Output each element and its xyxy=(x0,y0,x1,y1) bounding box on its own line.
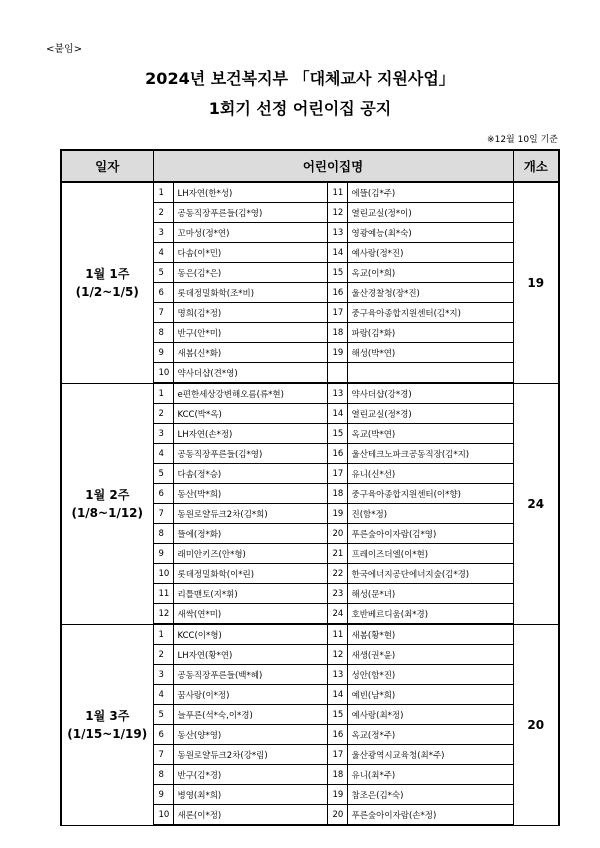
row-number-right: 22 xyxy=(327,564,347,584)
daycare-name-left: 병영(최*희) xyxy=(173,785,327,805)
header-date: 일자 xyxy=(61,150,153,182)
table-row xyxy=(61,383,559,404)
daycare-name-right: 참조은(김*숙) xyxy=(347,785,513,805)
daycare-name-left: LH자연(한*성) xyxy=(173,182,327,203)
row-number-right: 24 xyxy=(327,604,347,625)
daycare-name-left: 래미안키즈(안*형) xyxy=(173,544,327,564)
daycare-name-right: 해성(문*녀) xyxy=(347,584,513,604)
row-number-left: 8 xyxy=(153,524,173,544)
daycare-name-left: 공동직장푸른들(백*혜) xyxy=(173,665,327,685)
row-number-right: 14 xyxy=(327,685,347,705)
table-body xyxy=(61,182,559,825)
daycare-name-left: 늘푸른(석*숙,이*경) xyxy=(173,705,327,725)
daycare-name-left: 동산(양*영) xyxy=(173,725,327,745)
daycare-name-right: 프레이즈더엘(이*현) xyxy=(347,544,513,564)
row-number-left: 1 xyxy=(153,624,173,645)
daycare-name-left: LH자연(황*연) xyxy=(173,645,327,665)
daycare-name-right: 울산테크노파크공동직장(김*지) xyxy=(347,444,513,464)
daycare-name-left: 반구(안*미) xyxy=(173,323,327,343)
row-number-right: 19 xyxy=(327,343,347,363)
row-number-right: 20 xyxy=(327,805,347,826)
row-number-right: 17 xyxy=(327,745,347,765)
row-number-right: 17 xyxy=(327,303,347,323)
row-number-left: 2 xyxy=(153,203,173,223)
daycare-name-right: 열린교실(정*이) xyxy=(347,203,513,223)
row-number-left: 8 xyxy=(153,323,173,343)
daycare-name-left: KCC(이*형) xyxy=(173,624,327,645)
row-number-right: 13 xyxy=(327,223,347,243)
row-number-left: 4 xyxy=(153,243,173,263)
row-number-right xyxy=(327,363,347,384)
row-number-left: 9 xyxy=(153,544,173,564)
daycare-name-right: 해성(박*연) xyxy=(347,343,513,363)
row-number-left: 2 xyxy=(153,645,173,665)
attachment-label: <붙임> xyxy=(46,44,83,55)
count-cell: 24 xyxy=(513,383,559,624)
row-number-right: 15 xyxy=(327,424,347,444)
row-number-right: 13 xyxy=(327,383,347,404)
row-number-right: 15 xyxy=(327,263,347,283)
row-number-left: 6 xyxy=(153,484,173,504)
row-number-left: 12 xyxy=(153,604,173,625)
daycare-name-left: 롯데정밀화학(조*비) xyxy=(173,283,327,303)
row-number-left: 4 xyxy=(153,444,173,464)
daycare-name-right: 옥교(박*연) xyxy=(347,424,513,444)
row-number-left: 5 xyxy=(153,263,173,283)
header-daycare: 어린이집명 xyxy=(153,150,513,182)
daycare-name-right: 울산광역시교육청(최*주) xyxy=(347,745,513,765)
row-number-right: 16 xyxy=(327,725,347,745)
count-cell: 20 xyxy=(513,624,559,825)
row-number-right: 21 xyxy=(327,544,347,564)
row-number-left: 10 xyxy=(153,564,173,584)
daycare-name-right: 진(함*정) xyxy=(347,504,513,524)
page-title: 2024년 보건복지부 「대체교사 지원사업」 xyxy=(145,69,455,88)
daycare-name-right: 중구육아종합지원센터(김*지) xyxy=(347,303,513,323)
row-number-right: 17 xyxy=(327,464,347,484)
week-cell xyxy=(61,383,153,624)
daycare-name-right: 파랑(김*화) xyxy=(347,323,513,343)
row-number-right: 11 xyxy=(327,624,347,645)
row-number-right: 14 xyxy=(327,243,347,263)
daycare-name-left: 동원로얄듀크2차(강*림) xyxy=(173,745,327,765)
daycare-name-left: 약사더샵(견*영) xyxy=(173,363,327,384)
count-cell: 19 xyxy=(513,182,559,383)
daycare-name-right: 유니(신*선) xyxy=(347,464,513,484)
daycare-name-right: 새생(권*윤) xyxy=(347,645,513,665)
row-number-right: 18 xyxy=(327,765,347,785)
header-count: 개소 xyxy=(513,150,559,182)
daycare-name-left: 공동직장푸른들(김*영) xyxy=(173,444,327,464)
row-number-left: 11 xyxy=(153,584,173,604)
row-number-right: 18 xyxy=(327,323,347,343)
daycare-name-left: KCC(박*옥) xyxy=(173,404,327,424)
row-number-right: 18 xyxy=(327,484,347,504)
row-number-right: 12 xyxy=(327,645,347,665)
week-range: (1/2~1/5) xyxy=(75,284,139,299)
daycare-name-right: 성안(함*진) xyxy=(347,665,513,685)
daycare-name-right: 옥교(이*희) xyxy=(347,263,513,283)
row-number-left: 8 xyxy=(153,765,173,785)
daycare-name-right: 푸른숲아이자람(손*정) xyxy=(347,805,513,826)
daycare-name-left: 명희(김*정) xyxy=(173,303,327,323)
daycare-name-right: 중구육아종합지원센터(이*향) xyxy=(347,484,513,504)
row-number-left: 3 xyxy=(153,223,173,243)
daycare-name-right: 예사랑(정*진) xyxy=(347,243,513,263)
daycare-name-left: 꿈사랑(이*정) xyxy=(173,685,327,705)
daycare-name-left: 공동직장푸른들(김*영) xyxy=(173,203,327,223)
row-number-left: 9 xyxy=(153,785,173,805)
as-of-date: ※12월 10일 기준 xyxy=(487,135,558,145)
daycare-name-right: 옥교(정*주) xyxy=(347,725,513,745)
daycare-name-right: 울산경찰청(장*진) xyxy=(347,283,513,303)
daycare-name-right: 에뜰(김*주) xyxy=(347,182,513,203)
week-range: (1/8~1/12) xyxy=(71,505,144,520)
daycare-name-right: 예사랑(최*정) xyxy=(347,705,513,725)
daycare-name-left: 롯데정밀화학(이*린) xyxy=(173,564,327,584)
daycare-name-left: e편한세상강변해오름(류*현) xyxy=(173,383,327,404)
daycare-name-right xyxy=(347,363,513,384)
week-label: 1월 2주 xyxy=(85,487,130,502)
daycare-name-left: 리틀맨토(지*휘) xyxy=(173,584,327,604)
daycare-name-right: 푸른숲아이자람(김*영) xyxy=(347,524,513,544)
daycare-name-right: 영광예능(최*숙) xyxy=(347,223,513,243)
daycare-name-left: 동산(박*희) xyxy=(173,484,327,504)
daycare-name-right: 호반베르디움(최*경) xyxy=(347,604,513,625)
row-number-right: 23 xyxy=(327,584,347,604)
daycare-name-left: 다솜(이*민) xyxy=(173,243,327,263)
daycare-name-right: 새봄(황*현) xyxy=(347,624,513,645)
row-number-left: 10 xyxy=(153,363,173,384)
row-number-left: 10 xyxy=(153,805,173,826)
row-number-left: 5 xyxy=(153,464,173,484)
row-number-right: 20 xyxy=(327,524,347,544)
row-number-left: 6 xyxy=(153,725,173,745)
row-number-right: 13 xyxy=(327,665,347,685)
daycare-name-left: LH자연(손*정) xyxy=(173,424,327,444)
row-number-right: 19 xyxy=(327,504,347,524)
daycare-name-left: 새론(이*정) xyxy=(173,805,327,826)
table-row xyxy=(61,182,559,203)
page-subtitle: 1회기 선정 어린이집 공지 xyxy=(208,99,392,118)
daycare-name-left: 새싹(연*미) xyxy=(173,604,327,625)
row-number-right: 15 xyxy=(327,705,347,725)
row-number-left: 3 xyxy=(153,424,173,444)
daycare-name-left: 동원로얄듀크2차(김*희) xyxy=(173,504,327,524)
daycare-name-left: 반구(김*경) xyxy=(173,765,327,785)
row-number-left: 7 xyxy=(153,504,173,524)
table-header-row xyxy=(61,150,559,182)
row-number-left: 3 xyxy=(153,665,173,685)
daycare-name-left: 새봄(신*화) xyxy=(173,343,327,363)
row-number-left: 6 xyxy=(153,283,173,303)
row-number-right: 16 xyxy=(327,283,347,303)
row-number-left: 4 xyxy=(153,685,173,705)
row-number-right: 16 xyxy=(327,444,347,464)
row-number-right: 14 xyxy=(327,404,347,424)
daycare-name-left: 다솜(정*승) xyxy=(173,464,327,484)
daycare-name-right: 약사더샵(강*경) xyxy=(347,383,513,404)
row-number-right: 11 xyxy=(327,182,347,203)
row-number-left: 2 xyxy=(153,404,173,424)
daycare-table xyxy=(60,149,560,826)
daycare-name-right: 열린교실(정*경) xyxy=(347,404,513,424)
week-cell xyxy=(61,182,153,383)
daycare-name-right: 예빈(남*희) xyxy=(347,685,513,705)
daycare-name-left: 동은(김*은) xyxy=(173,263,327,283)
row-number-left: 5 xyxy=(153,705,173,725)
daycare-name-right: 한국에너지공단에너지숲(김*경) xyxy=(347,564,513,584)
row-number-left: 9 xyxy=(153,343,173,363)
row-number-right: 19 xyxy=(327,785,347,805)
row-number-right: 12 xyxy=(327,203,347,223)
row-number-left: 7 xyxy=(153,303,173,323)
row-number-left: 1 xyxy=(153,383,173,404)
row-number-left: 7 xyxy=(153,745,173,765)
week-cell xyxy=(61,624,153,825)
week-range: (1/15~1/19) xyxy=(67,726,148,741)
daycare-name-right: 유니(최*주) xyxy=(347,765,513,785)
table-row xyxy=(61,624,559,645)
daycare-name-left: 뜰에(정*화) xyxy=(173,524,327,544)
week-label: 1월 3주 xyxy=(85,708,130,723)
row-number-left: 1 xyxy=(153,182,173,203)
daycare-name-left: 꼬마성(정*연) xyxy=(173,223,327,243)
week-label: 1월 1주 xyxy=(85,266,130,281)
